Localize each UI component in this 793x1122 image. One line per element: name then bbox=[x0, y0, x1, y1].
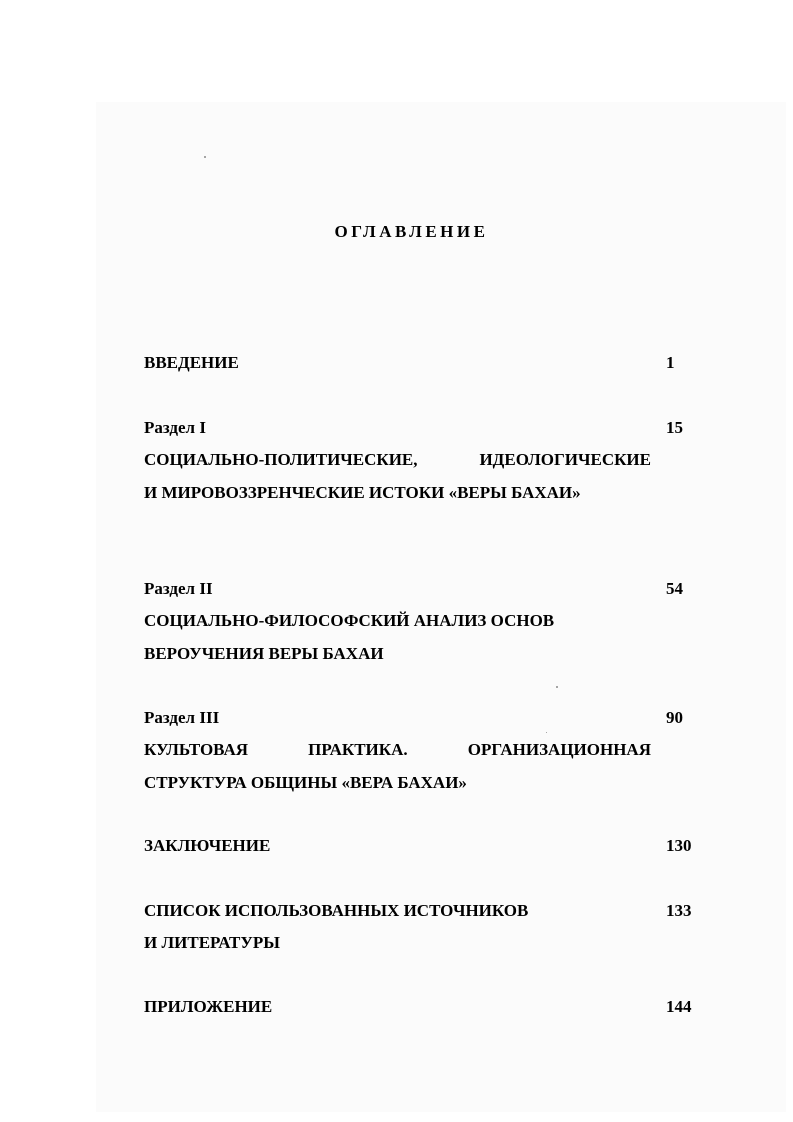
toc-entry-conclusion-page: 130 bbox=[666, 836, 692, 855]
toc-entry-section-1-page: 15 bbox=[666, 418, 683, 437]
toc-entry-appendix-page: 144 bbox=[666, 997, 692, 1016]
scanned-page-background bbox=[96, 102, 786, 1112]
scan-speck bbox=[546, 732, 547, 733]
toc-entry-section-2-page: 54 bbox=[666, 579, 683, 598]
scan-speck bbox=[556, 686, 558, 688]
toc-entry-section-3-title-line-2: СТРУКТУРА ОБЩИНЫ «ВЕРА БАХАИ» bbox=[144, 773, 467, 792]
page-title: ОГЛАВЛЕНИЕ bbox=[334, 222, 489, 241]
toc-entry-section-1-title-line-1: СОЦИАЛЬНО-ПОЛИТИЧЕСКИЕ, ИДЕОЛОГИЧЕСКИЕ bbox=[144, 450, 651, 469]
toc-entry-bibliography-page: 133 bbox=[666, 901, 692, 920]
toc-entry-section-2-label: Раздел II bbox=[144, 579, 213, 598]
toc-entry-section-3-title-line-1: КУЛЬТОВАЯ ПРАКТИКА. ОРГАНИЗАЦИОННАЯ bbox=[144, 740, 651, 759]
toc-entry-appendix-label: ПРИЛОЖЕНИЕ bbox=[144, 997, 273, 1016]
toc-entry-section-1-label: Раздел I bbox=[144, 418, 206, 437]
toc-entry-section-3-label: Раздел III bbox=[144, 708, 220, 727]
toc-entry-bibliography-label: СПИСОК ИСПОЛЬЗОВАННЫХ ИСТОЧНИКОВ bbox=[144, 901, 529, 920]
toc-entry-section-2-title-line-1: СОЦИАЛЬНО-ФИЛОСОФСКИЙ АНАЛИЗ ОСНОВ bbox=[144, 611, 555, 630]
toc-entry-conclusion-label: ЗАКЛЮЧЕНИЕ bbox=[144, 836, 271, 855]
scan-speck bbox=[204, 156, 206, 158]
toc-entry-introduction-label: ВВЕДЕНИЕ bbox=[144, 353, 239, 372]
toc-entry-section-3-page: 90 bbox=[666, 708, 683, 727]
toc-entry-introduction-page: 1 bbox=[666, 353, 675, 372]
toc-entry-section-1-title-line-2: И МИРОВОЗЗРЕНЧЕСКИЕ ИСТОКИ «ВЕРЫ БАХАИ» bbox=[144, 483, 581, 502]
toc-entry-section-2-title-line-2: ВЕРОУЧЕНИЯ ВЕРЫ БАХАИ bbox=[144, 644, 384, 663]
toc-entry-bibliography-title-line-2: И ЛИТЕРАТУРЫ bbox=[144, 933, 280, 952]
